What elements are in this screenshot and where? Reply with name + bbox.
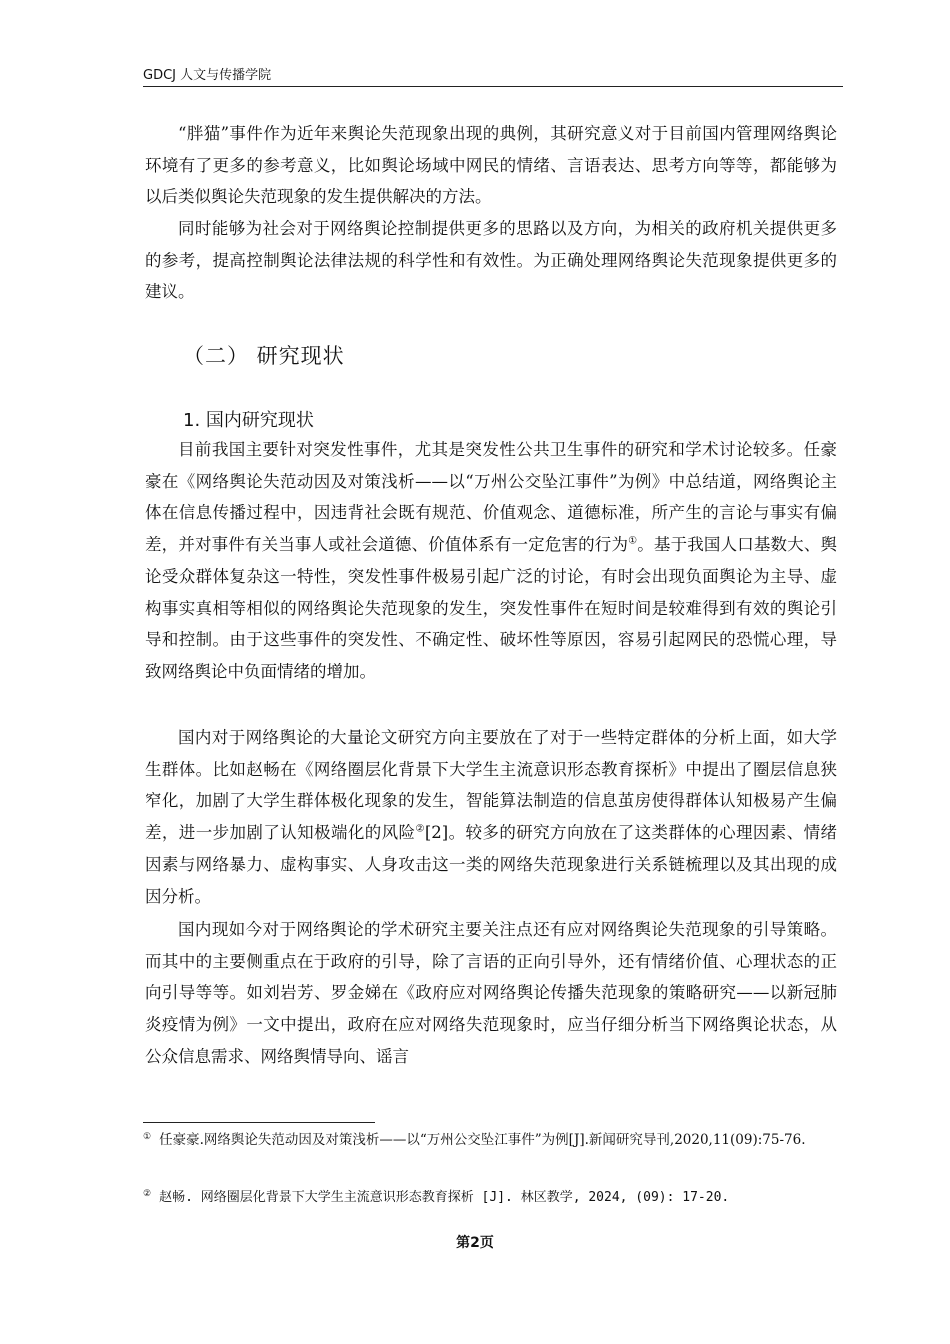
footnote-text: 任豪豪.网络舆论失范动因及对策浅析——以“万州公交坠江事件”为例[J].新闻研究导刊,2020,11(09):75-76.	[159, 1132, 806, 1148]
paragraph-text: 目前我国主要针对突发性事件，尤其是突发性公共卫生事件的研究和学术讨论较多。任豪豪在《网络舆论失范动因及对策浅析——以“万州公交坠江事件”为例》中总结道，网络舆论主体在信息传播过程中，因违背社会既有规范、价值观念、道德标准，所产生的言论与事实有偏差，并对事件有关当事人或社会道德、价值体系有一定危害的行为	[145, 440, 837, 555]
paragraph-text: 国内对于网络舆论的大量论文研究方向主要放在了对于一些特定群体的分析上面，如大学生群体。比如赵畅在《网络圈层化背景下大学生主流意识形态教育探析》中提出了圈层信息狭窄化，加剧了大学生群体极化现象的发生，智能算法制造的信息茧房使得群体认知极易产生偏差，进一步加剧了认知极端化的风险	[145, 728, 837, 843]
footnote-mark: ①	[143, 1131, 152, 1142]
paragraph-text: [2]。较多的研究方向放在了这类群体的心理因素、情绪因素与网络暴力、虚构事实、人身攻击这一类的网络失范现象进行关系链梳理以及其出现的成因分析。	[145, 823, 838, 906]
footnote-2	[143, 1185, 843, 1211]
paragraph-significance-2: 同时能够为社会对于网络舆论控制提供更多的思路以及方向，为相关的政府机关提供更多的参考，提高控制舆论法律法规的科学性和有效性。为正确处理网络舆论失范现象提供更多的建议。	[145, 219, 837, 302]
paragraph-domestic-research	[145, 434, 837, 688]
footnote-1	[143, 1127, 843, 1153]
footnote-reference[interactable]: ①	[628, 535, 638, 547]
footnote-rule	[143, 1122, 375, 1123]
paragraph-significance: “胖猫”事件作为近年来舆论失范现象出现的典例，其研究意义对于目前国内管理网络舆论环境有了更多的参考意义，比如舆论场域中网民的情绪、言语表达、思考方向等等，都能够为以后类似舆论失范现象的发生提供解决的方法。	[145, 124, 837, 207]
footnote-text: 赵畅. 网络圈层化背景下大学生主流意识形态教育探析 [J]. 林区教学, 2024, (09): 17-20.	[159, 1190, 730, 1205]
paragraph-guidance-research: 国内现如今对于网络舆论的学术研究主要关注点还有应对网络舆论失范现象的引导策略。而其中的主要侧重点在于政府的引导，除了言语的正向引导外，还有情绪价值、心理状态的正向引导等等。如刘岩芳、罗金娣在《政府应对网络舆论传播失范现象的策略研究——以新冠肺炎疫情为例》一文中提出，政府在应对网络失范现象时，应当仔细分析当下网络舆论状态，从公众信息需求、网络舆情导向、谣言	[145, 920, 837, 1066]
section-heading: （二） 研究现状	[183, 344, 345, 368]
paragraph-text: 。基于我国人口基数大、舆论受众群体复杂这一特性，突发性事件极易引起广泛的讨论，有时会出现负面舆论为主导、虚构事实真相等相似的网络舆论失范现象的发生，突发性事件在短时间是较难得到有效的舆论引导和控制。由于这些事件的突发性、不确定性、破坏性等原因，容易引起网民的恐慌心理，导致网络舆论中负面情绪的增加。	[145, 535, 838, 681]
running-header: GDCJ 人文与传播学院	[143, 68, 272, 83]
header-rule	[143, 86, 843, 87]
paragraph-group-research	[145, 722, 837, 912]
footnote-mark: ②	[143, 1188, 152, 1199]
page-number: 第2页	[456, 1235, 494, 1251]
footnote-reference[interactable]: ②	[415, 823, 425, 835]
subsection-heading: 1. 国内研究现状	[183, 410, 314, 431]
